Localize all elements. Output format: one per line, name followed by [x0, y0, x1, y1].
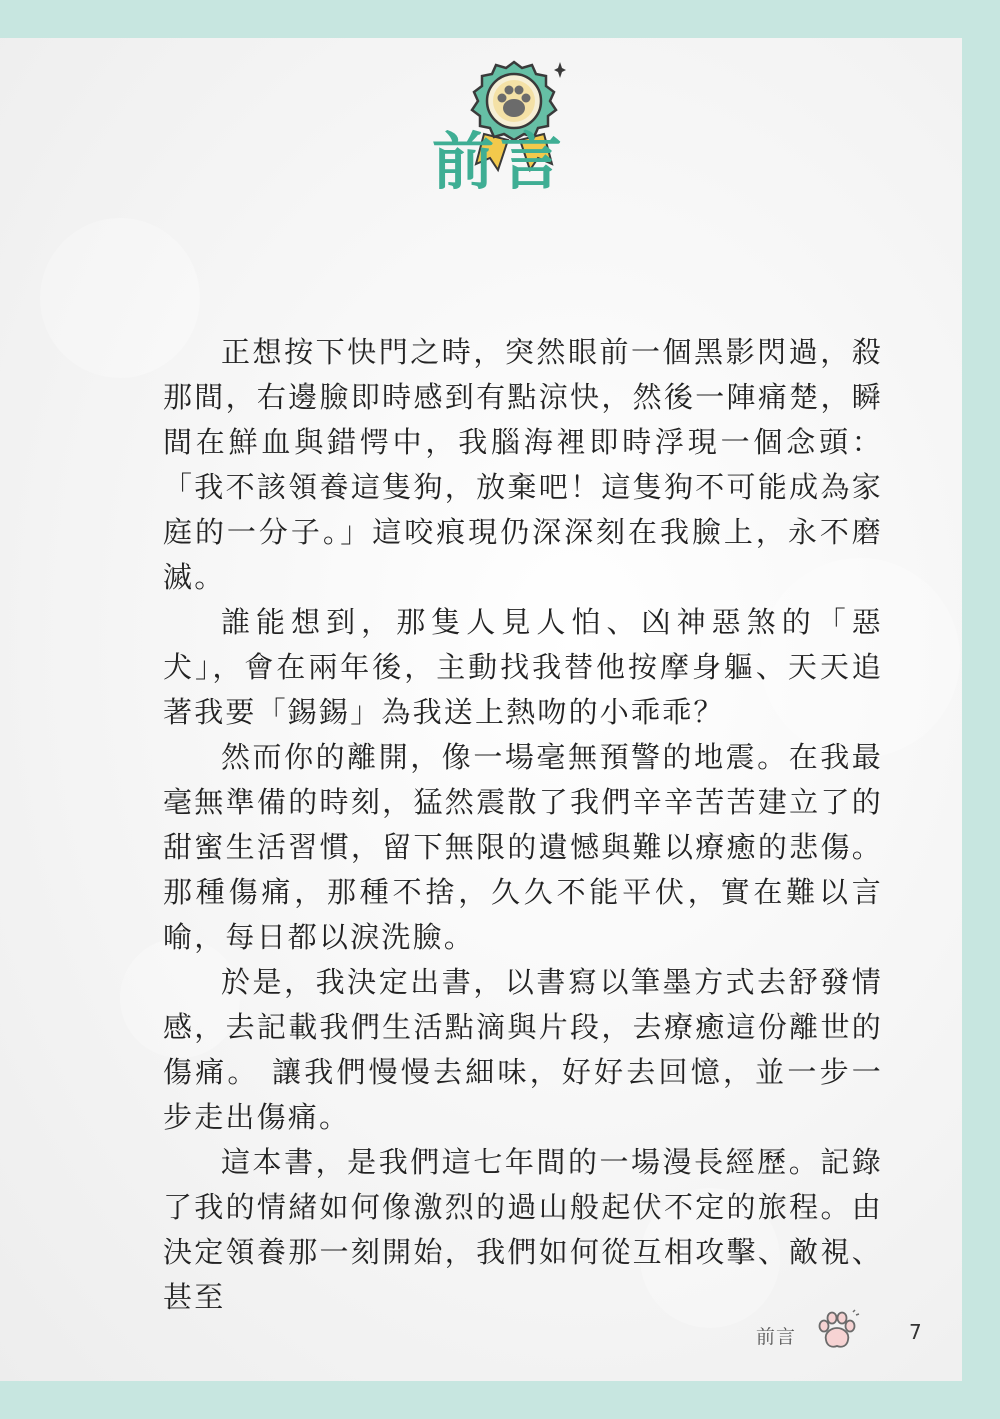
paragraph: 這本書，是我們這七年間的一場漫長經歷。記錄了我的情緒如何像激烈的過山般起伏不定的旅程。由決定領養那一刻開始，我們如何從互相攻擊、敵視、甚至	[163, 1145, 883, 1314]
body-text	[163, 330, 883, 1320]
footer-section-label: 前言	[756, 1326, 797, 1348]
paragraph: 誰能想到，那隻人見人怕、凶神惡煞的「惡犬」，會在兩年後，主動找我替他按摩身軀、天天追著我要「錫錫」為我送上熱吻的小乖乖？	[163, 605, 883, 729]
page-number: 7	[909, 1320, 922, 1344]
paragraph: 於是，我決定出書，以書寫以筆墨方式去舒發情感，去記載我們生活點滴與片段，去療癒這份離世的傷痛。 讓我們慢慢去細味，好好去回憶，並一步一步走出傷痛。	[163, 965, 883, 1134]
paragraph: 然而你的離開，像一場毫無預警的地震。在我最毫無準備的時刻，猛然震散了我們辛辛苦苦建立了的甜蜜生活習慣，留下無限的遺憾與難以療癒的悲傷。那種傷痛，那種不捨，久久不能平伏，實在難以言喻，每日都以淚洗臉。	[163, 740, 883, 954]
page-title: 前言	[431, 125, 568, 198]
paragraph: 正想按下快門之時，突然眼前一個黑影閃過，殺那間，右邊臉即時感到有點涼快，然後一陣痛楚，瞬間在鮮血與錯愕中，我腦海裡即時浮現一個念頭：「我不該領養這隻狗，放棄吧！這隻狗不可能成為家庭的一分子。」這咬痕現仍深深刻在我臉上，永不磨滅。	[163, 335, 883, 594]
paw-print-icon	[812, 1306, 862, 1356]
